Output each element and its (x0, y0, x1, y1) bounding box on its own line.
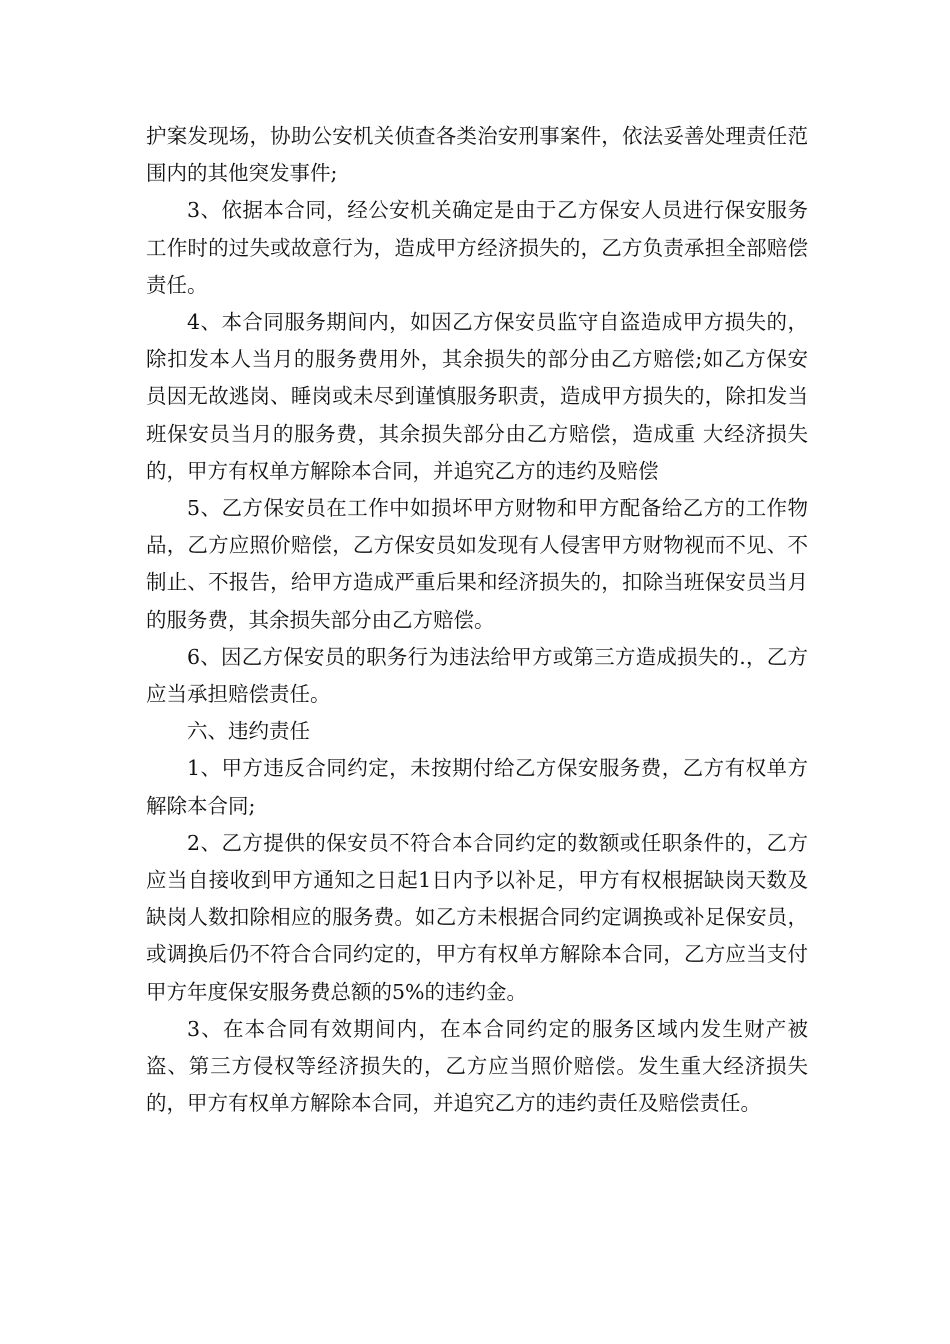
paragraph-clause-5: 5、乙方保安员在工作中如损坏甲方财物和甲方配备给乙方的工作物品，乙方应照价赔偿，乙方保安员如发现有人侵害甲方财物视而不见、不制止、不报告，给甲方造成严重后果和经济损失的，扣除当班保安员当月的服务费，其余损失部分由乙方赔偿。 (146, 496, 808, 632)
paragraph-continuation: 护案发现场，协助公安机关侦查各类治安刑事案件，依法妥善处理责任范围内的其他突发事件; (146, 124, 808, 186)
paragraph-clause-4: 4、本合同服务期间内，如因乙方保安员监守自盗造成甲方损失的，除扣发本人当月的服务费用外，其余损失的部分由乙方赔偿;如乙方保安员因无故逃岗、睡岗或未尽到谨慎服务职责，造成甲方损失的，除扣发当班保安员当月的服务费，其余损失部分由乙方赔偿，造成重 大经济损失的，甲方有权单方解除本合同，并追究乙方的违约及赔偿 (146, 310, 808, 483)
document-body (146, 118, 808, 1122)
paragraph-clause-6: 6、因乙方保安员的职务行为违法给甲方或第三方造成损失的.，乙方应当承担赔偿责任。 (146, 644, 808, 707)
paragraph-breach-1: 1、甲方违反合同约定，未按期付给乙方保安服务费，乙方有权单方解除本合同; (146, 756, 808, 818)
paragraph-clause-3: 3、依据本合同，经公安机关确定是由于乙方保安人员进行保安服务工作时的过失或故意行为，造成甲方经济损失的，乙方负责承担全部赔偿责任。 (146, 198, 808, 297)
paragraph-breach-3: 3、在本合同有效期间内，在本合同约定的服务区域内发生财产被盗、第三方侵权等经济损失的，乙方应当照价赔偿。发生重大经济损失的，甲方有权单方解除本合同，并追究乙方的违约责任及赔偿责任。 (146, 1016, 808, 1116)
section-heading-breach-liability: 六、违约责任 (187, 719, 310, 744)
paragraph-breach-2: 2、乙方提供的保安员不符合本合同约定的数额或任职条件的，乙方应当自接收到甲方通知之日起1日内予以补足，甲方有权根据缺岗天数及缺岗人数扣除相应的服务费。如乙方未根据合同约定调换或补足保安员，或调换后仍不符合合同约定的，甲方有权单方解除本合同，乙方应当支付甲方年度保安服务费总额的5%的违约金。 (146, 830, 808, 1004)
